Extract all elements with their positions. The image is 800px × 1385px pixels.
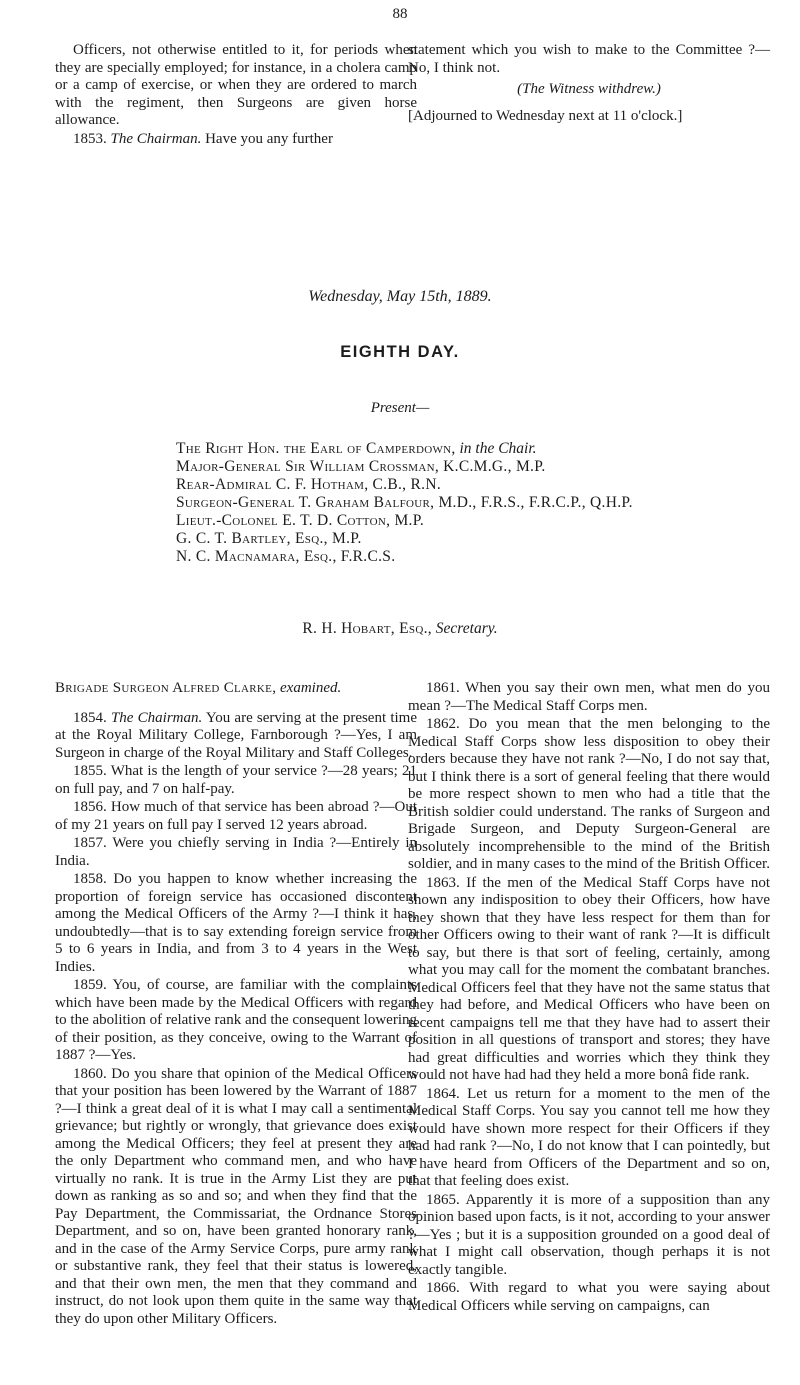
present-label: Present— bbox=[370, 400, 430, 416]
question-text: If the men of the Medical Staff Corps have not shown any indisposition to obey their Officers, how have they shown that they have less respect for them than for other Officers owing to their want of rank ?—It is difficult to say, but there is that sort of feeling, certainly, among what you may call for the moment the combatant branches. Medical Officers feel that they have not the same status that they had before, and Medical Officers who have been on recent campaigns tell me that they have had to assert their position in all questions of transport and stores; they have had great difficulties and worries which they think they would not have had had they held a more bonâ fide rank. bbox=[408, 874, 770, 1083]
question-paragraph bbox=[55, 799, 417, 834]
member-name: G. C. T. Bartley, Esq., M.P. bbox=[176, 530, 362, 547]
question-text: You are serving at the present time at the Royal Military College, Farnborough ?—Yes, I am Surgeon in charge of the Royal Military and Staff Colleges. bbox=[55, 709, 417, 761]
question-number: 1853. bbox=[73, 130, 107, 147]
question-number: 1864. bbox=[426, 1085, 460, 1102]
present-member bbox=[176, 476, 736, 494]
question-text: Have you any further bbox=[205, 130, 333, 147]
question-number: 1857. bbox=[73, 835, 107, 851]
question-text: Let us return for a moment to the men of the Medical Staff Corps. You say you cannot tell me how they would have shown more respect for their Officers if they had had rank ?—No, I do not know that I can pointedly, but I have heard from Officers of the Department and so on, that that feeling does exist. bbox=[408, 1085, 771, 1189]
question-paragraph bbox=[408, 875, 770, 1085]
question-number: 1863. bbox=[426, 874, 460, 891]
question-text: With regard to what you were saying about Medical Officers while serving on campaigns, can bbox=[408, 1280, 770, 1314]
witness-status: examined. bbox=[280, 680, 342, 696]
top-right-column bbox=[408, 42, 770, 125]
present-list bbox=[176, 440, 736, 566]
question-text: What is the length of your service ?—28 years; 21 on full pay, and 7 on half-pay. bbox=[55, 763, 417, 797]
page-number: 88 bbox=[392, 6, 408, 22]
question-paragraph bbox=[408, 680, 770, 715]
adjournment-note: [Adjourned to Wednesday next at 11 o'clock.] bbox=[408, 107, 683, 124]
session-date: Wednesday, May 15th, 1889. bbox=[308, 288, 492, 305]
member-name: Lieut.-Colonel E. T. D. Cotton, M.P. bbox=[176, 512, 425, 529]
question-paragraph bbox=[55, 763, 417, 798]
question-paragraph bbox=[408, 1280, 770, 1315]
question-number: 1858. bbox=[73, 871, 107, 887]
question-text: Were you chiefly serving in India ?—Entirely in India. bbox=[55, 835, 418, 869]
question-text: Do you happen to know whether increasing the proportion of foreign service has occasioned discontent among the Medical Officers of the Army ?—I think it has, undoubtedly—that is to say extending foreign service from 5 to 6 years in India, and from 3 to 4 years in the West Indies. bbox=[55, 871, 417, 975]
question-paragraph bbox=[55, 1066, 417, 1329]
present-member bbox=[176, 548, 736, 566]
day-heading: EIGHTH DAY. bbox=[340, 343, 460, 361]
member-name: The Right Hon. the Earl of Camperdown, bbox=[176, 440, 456, 457]
speaker: The Chairman. bbox=[110, 709, 203, 726]
question-number: 1860. bbox=[73, 1065, 107, 1082]
question-paragraph bbox=[55, 131, 417, 149]
question-number: 1854. bbox=[73, 709, 107, 726]
question-text: You, of course, are familiar with the complaints which have been made by the Medical Officers with regard to the abolition of relative rank and the consequent lowering of their position, as they conceive, owing to the Warrant of 1887 ?—Yes. bbox=[55, 977, 418, 1063]
question-number: 1866. bbox=[426, 1280, 460, 1296]
witness-name: Brigade Surgeon Alfred Clarke, bbox=[55, 680, 277, 696]
present-member bbox=[176, 494, 736, 512]
question-paragraph bbox=[55, 871, 417, 976]
speaker: The Chairman. bbox=[110, 130, 202, 147]
member-name: N. C. Macnamara, Esq., F.R.C.S. bbox=[176, 548, 396, 565]
member-name: Rear-Admiral C. F. Hotham, C.B., R.N. bbox=[176, 476, 442, 493]
question-paragraph bbox=[55, 977, 417, 1065]
question-paragraph bbox=[408, 1086, 770, 1191]
question-text: Do you share that opinion of the Medical Officers that your position has been lowered by the Warrant of 1887 ?—I think a great deal of it is what I may call a sentimental grievance; but rightly or wrongly, that grievance does exist among the Medical Officers; they feel at present they are the only Department who command men, and who have virtually no rank. It is true in the Army List they are put down as ranking as so and so; and when they find that the Pay Department, the Commissariat, the Ordnance Stores Department, and so on, have been granted honorary rank, and in the case of the Army Service Corps, pure army rank or substantive rank, they feel that their status is lowered, and that their own men, the men that they command and instruct, do not look upon them quite in the same way that they do upon other Military Officers. bbox=[55, 1065, 417, 1327]
continued-paragraph: statement which you wish to make to the Committee ?—No, I think not. bbox=[408, 42, 770, 76]
question-number: 1862. bbox=[426, 716, 460, 732]
question-paragraph bbox=[408, 716, 770, 874]
witness-heading bbox=[55, 680, 417, 698]
continued-paragraph: Officers, not otherwise entitled to it, for periods when they are specially employed; for instance, in a cholera camp or a camp of exercise, or when they are ordered to march with the regiment, then Surgeons are given horse allowance. bbox=[55, 42, 417, 128]
member-name: Major-General Sir William Crossman, K.C.M.G., M.P. bbox=[176, 458, 546, 475]
member-role: in the Chair. bbox=[459, 440, 537, 457]
member-name: Surgeon-General T. Graham Balfour, M.D., F.R.S., F.R.C.P., Q.H.P. bbox=[176, 494, 633, 511]
present-member bbox=[176, 530, 736, 548]
question-number: 1865. bbox=[426, 1191, 460, 1208]
body-left-column bbox=[55, 680, 417, 1328]
question-number: 1856. bbox=[73, 799, 107, 815]
present-member bbox=[176, 440, 736, 458]
top-left-column bbox=[55, 42, 417, 148]
present-member bbox=[176, 458, 736, 476]
question-paragraph bbox=[55, 710, 417, 763]
question-text: Do you mean that the men belonging to the Medical Staff Corps show less disposition to obey their orders because they have not rank ?—No, I do not say that, but I think there is a sort of general feeling that there would be more respect shown to men who had a title that the British soldier could understand. The ranks of Surgeon and Brigade Surgeon, and Deputy Surgeon-General are absolutely incomprehensible to the mind of the British soldier, and in many cases to the mind of the British Officer. bbox=[408, 716, 770, 872]
secretary-line bbox=[0, 620, 800, 638]
witness-withdrew: (The Witness withdrew.) bbox=[517, 81, 661, 97]
secretary-role: Secretary. bbox=[435, 620, 498, 637]
question-number: 1855. bbox=[73, 763, 107, 779]
question-paragraph bbox=[408, 1192, 770, 1280]
question-number: 1859. bbox=[73, 977, 107, 993]
question-number: 1861. bbox=[426, 680, 460, 696]
question-text: How much of that service has been abroad ?—Out of my 21 years on full pay I served 12 years abroad. bbox=[55, 799, 418, 833]
present-member bbox=[176, 512, 736, 530]
question-paragraph bbox=[55, 835, 417, 870]
secretary-name: R. H. Hobart, Esq., bbox=[302, 620, 432, 637]
body-right-column bbox=[408, 680, 770, 1315]
question-text: When you say their own men, what men do you mean ?—The Medical Staff Corps men. bbox=[408, 680, 770, 714]
question-text: Apparently it is more of a supposition than any opinion based upon facts, is it not, according to your answer ?—Yes ; but it is a supposition grounded on a good deal of what I might call observation, though perhaps it is not exactly tangible. bbox=[408, 1191, 770, 1278]
